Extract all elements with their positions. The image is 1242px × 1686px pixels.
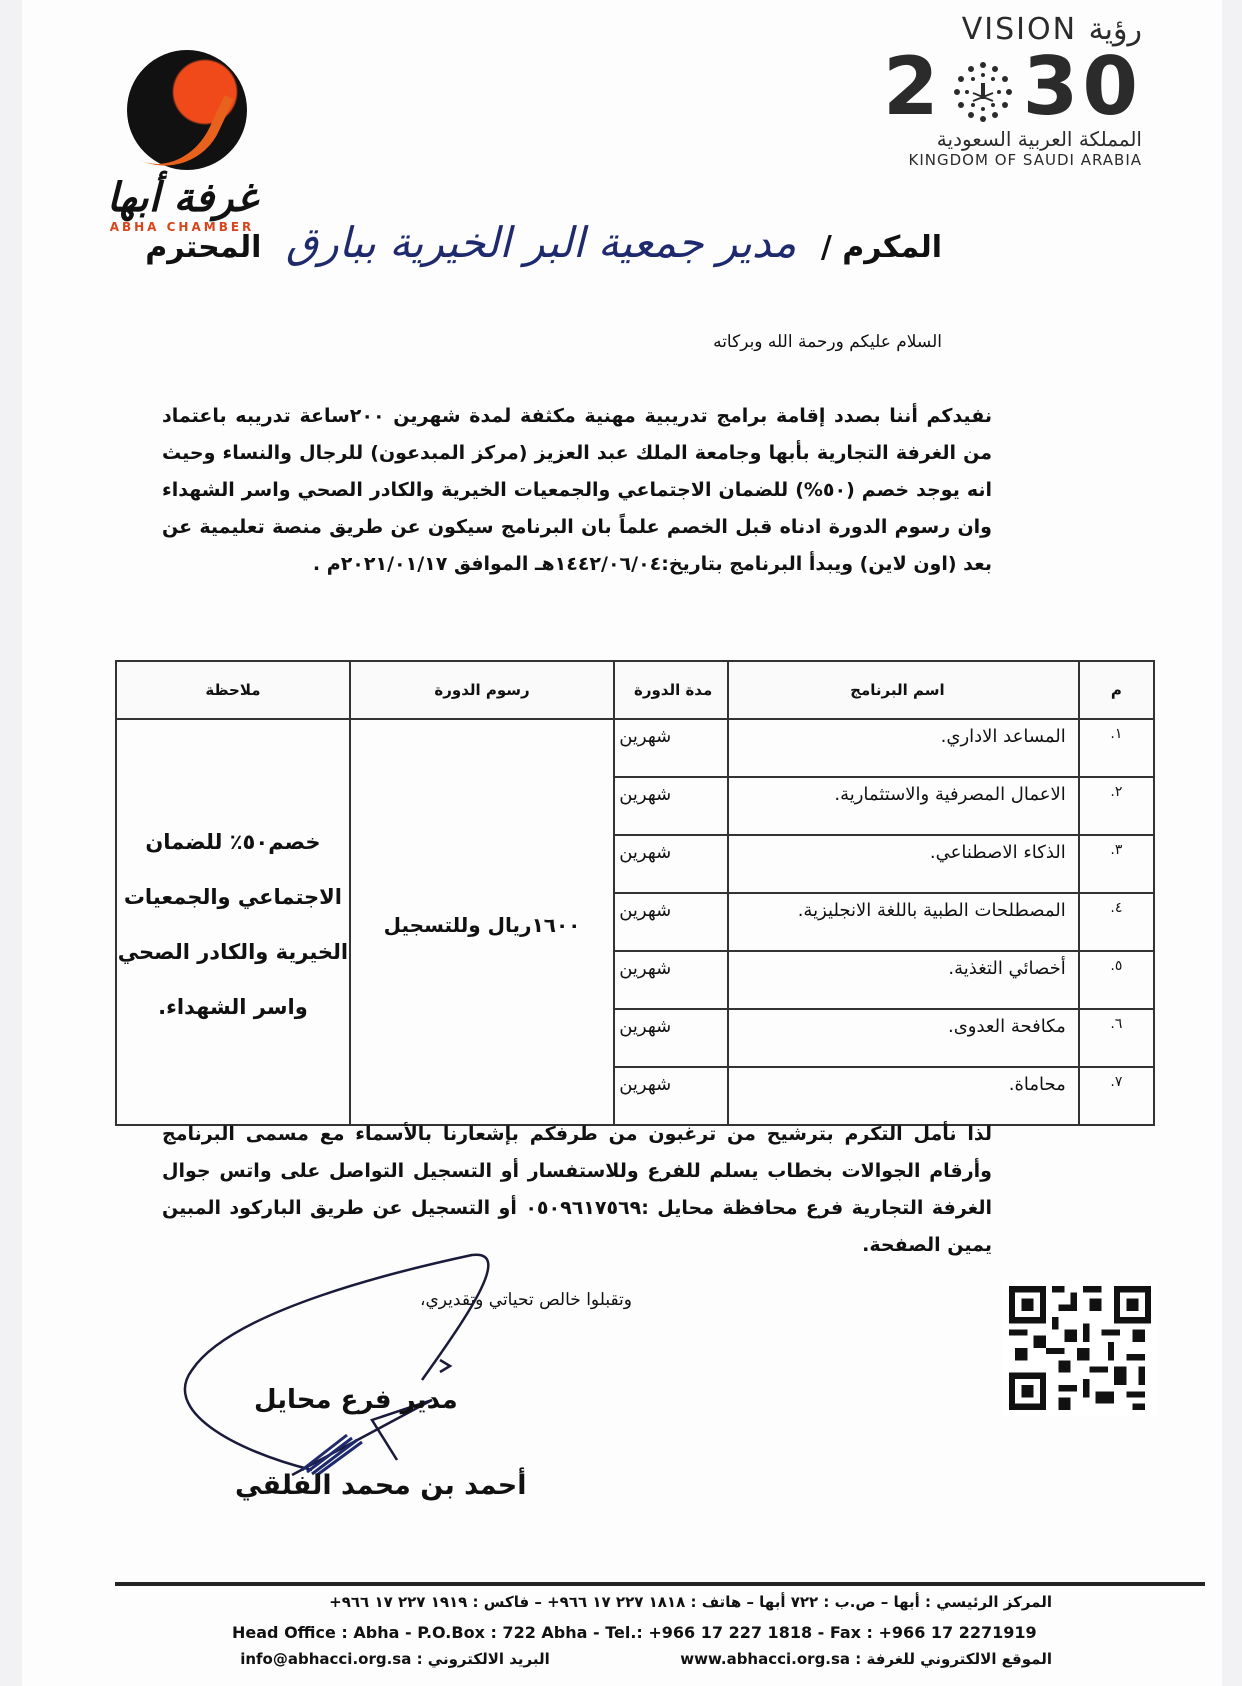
row-duration: شهرين — [614, 719, 728, 777]
chamber-name-en: ABHA CHAMBER — [109, 220, 255, 234]
footer-divider — [115, 1582, 1205, 1586]
recipient-suffix: المحترم — [145, 230, 262, 265]
header-note: ملاحظة — [116, 661, 350, 719]
row-program-name: الذكاء الاصطناعي. — [728, 835, 1079, 893]
table-row — [116, 719, 1154, 777]
saudi-emblem-icon — [943, 57, 1023, 127]
vision-en: VISION — [961, 12, 1078, 47]
row-program-name: الاعمال المصرفية والاستثمارية. — [728, 777, 1079, 835]
kingdom-ar: المملكة العربية السعودية — [936, 127, 1142, 152]
row-duration: شهرين — [614, 951, 728, 1009]
signer-title: مدير فرع محايل — [254, 1385, 458, 1415]
row-num: ٢. — [1079, 777, 1154, 835]
row-program-name: مكافحة العدوى. — [728, 1009, 1079, 1067]
website-label: الموقع الالكتروني للغرفة : — [855, 1650, 1052, 1668]
signer-name: أحمد بن محمد الفلقي — [235, 1470, 527, 1501]
header-fee: رسوم الدورة — [350, 661, 614, 719]
footer-address-en: Head Office : Abha - P.O.Box : 722 Abha - Tel.: +966 17 227 1818 - Fax : +966 17 2271919 — [232, 1623, 1037, 1642]
registration-paragraph: لذا نأمل التكرم بترشيح من ترغبون من طرفكم بإشعارنا بالأسماء مع مسمى البرنامج وأرقام الجوالات بخطاب يسلم للفرع وللاستفسار أو التسجيل التواصل على واتس جوال الغرفة التجارية فرع محافظة محايل :٠٥٠٩٦١٧٥٦٩ أو التسجيل عن طريق الباركود المبين يمين الصفحة. — [162, 1123, 993, 1256]
row-num: ٣. — [1079, 835, 1154, 893]
header-program-name: اسم البرنامج — [728, 661, 1079, 719]
vision-year: 2 30 — [883, 40, 1142, 133]
vision-ar: رؤية — [1088, 12, 1142, 47]
row-program-name: أخصائي التغذية. — [728, 951, 1079, 1009]
row-duration: شهرين — [614, 777, 728, 835]
footer-contacts — [232, 1650, 1052, 1668]
header-duration: مدة الدورة — [614, 661, 728, 719]
kingdom-en: KINGDOM OF SAUDI ARABIA — [908, 151, 1142, 170]
recipient-line — [145, 218, 942, 267]
recipient-handwritten: مدير جمعية البر الخيرية ببارق — [285, 218, 797, 267]
row-num: ١. — [1079, 719, 1154, 777]
email-link[interactable]: info@abhacci.org.sa — [240, 1650, 412, 1668]
row-num: ٧. — [1079, 1067, 1154, 1125]
discount-note: خصم٥٠٪ للضمان الاجتماعي والجمعيات الخيرية والكادر الصحي واسر الشهداء. — [116, 719, 350, 1125]
qr-code-icon[interactable] — [1002, 1280, 1158, 1416]
recipient-prefix: المكرم / — [820, 230, 942, 265]
row-duration: شهرين — [614, 835, 728, 893]
row-program-name: محاماة. — [728, 1067, 1079, 1125]
footer-address-ar: المركز الرئيسي : أبها – ص.ب : ٧٢٢ أبها – هاتف : ١٨١٨ ٢٢٧ ١٧ ٩٦٦+ – فاكس : ١٩١٩ ٢٢٧ ١٧ ٩٦٦+ — [329, 1593, 1052, 1611]
website-link[interactable]: www.abhacci.org.sa — [680, 1650, 851, 1668]
table-header-row — [116, 661, 1154, 719]
row-num: ٦. — [1079, 1009, 1154, 1067]
letter-page — [22, 0, 1222, 1686]
programs-table — [115, 660, 1155, 1126]
salam-greeting: السلام عليكم ورحمة الله وبركاته — [713, 332, 942, 352]
intro-paragraph: نفيدكم أننا بصدد إقامة برامج تدريبية مهنية مكثفة لمدة شهرين ٢٠٠ساعة تدريبه باعتماد من الغرفة التجارية بأبها وجامعة الملك عبد العزيز (مركز المبدعون) للرجال والنساء وحيث انه يوجد خصم (٥٠%) للضمان الاجتماعي والجمعيات الخيرية والكادر الصحي واسر الشهداء وان رسوم الدورة ادناه قبل الخصم علماً بان البرنامج سيكون عن طريق منصة تعليمية عن بعد (اون لاين) ويبدأ البرنامج بتاريخ:١٤٤٢/٠٦/٠٤هـ الموافق ٢٠٢١/٠١/١٧م . — [162, 405, 992, 575]
chamber-name-ar: غرفة أبها — [106, 175, 258, 221]
course-fee: ١٦٠٠ريال وللتسجيل — [350, 719, 614, 1125]
header-num: م — [1079, 661, 1154, 719]
closing-line: وتقبلوا خالص تحياتي وتقديري، — [420, 1290, 632, 1310]
row-num: ٥. — [1079, 951, 1154, 1009]
row-program-name: المساعد الاداري. — [728, 719, 1079, 777]
email-label: البريد الالكتروني : — [416, 1650, 550, 1668]
vision-2030-logo — [842, 12, 1142, 172]
row-duration: شهرين — [614, 1009, 728, 1067]
row-program-name: المصطلحات الطبية باللغة الانجليزية. — [728, 893, 1079, 951]
abha-chamber-logo — [92, 40, 272, 240]
row-duration: شهرين — [614, 893, 728, 951]
row-num: ٤. — [1079, 893, 1154, 951]
row-duration: شهرين — [614, 1067, 728, 1125]
signature-scribble-icon — [172, 1250, 512, 1490]
